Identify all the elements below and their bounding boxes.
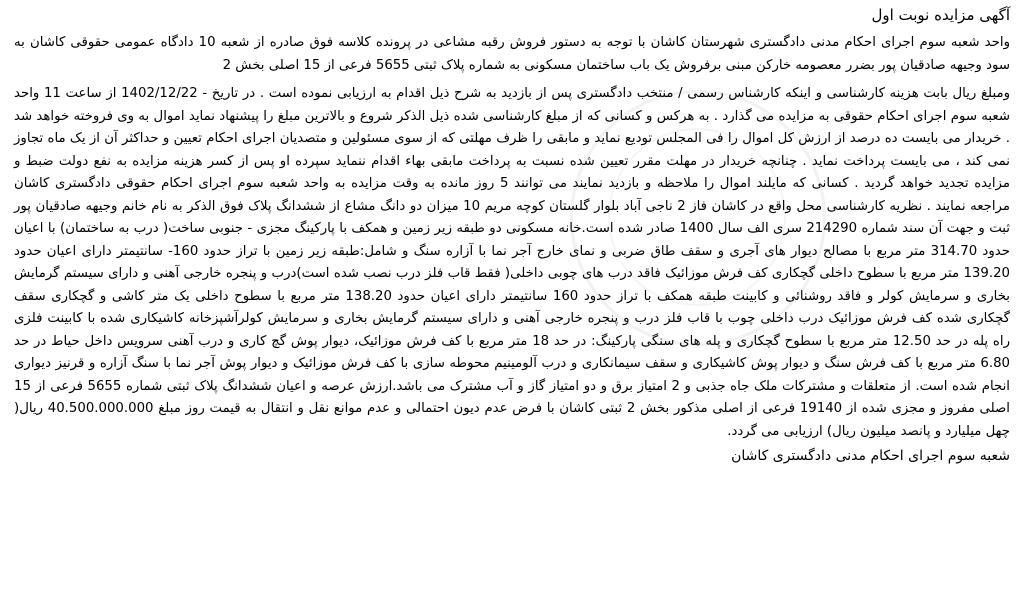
notice-paragraph-details: ومبلغ ریال بابت هزینه کارشناسی و اینکه کارشناس رسمی / منتخب دادگستری پس از بازدید به شرح ذیل اقدام به ارزیابی نموده است . در تاریخ - 1402/12/22 از ساعت 11 واحد شعبه سوم اجرای احکام حقوقی به مزایده می گذارد . به هرکس و کسانی که از مبلغ کارشناسی شده ذیل الذکر شروع و بالاترین مبلغ را پیشنهاد نماید اموال به وی فروخته خواهد شد . خریدار می بایست ده درصد از ارزش کل اموال را فی المجلس تودیع نماید و مابقی را ظرف مهلتی که از سوی مسئولین و متصدیان اجرای احکام تعیین و حداکثر آن از یک ماه تجاوز نمی کند ، می بایست پرداخت نماید . چنانچه خریدار در مهلت مقرر تعیین شده نسبت به پرداخت مابقی بهاء اقدام ننماید سپرده او پس از کسر هزینه مزایده به نفع دولت ضبط و مزایده تجدید خواهد گردید . کسانی که مایلند اموال را ملاحظه و بازدید نمایند می توانند 5 روز مانده به وقت مزایده به واحد شعبه سوم اجرای احکام حقوقی دادگستری کاشان مراجعه نمایند . نظریه کارشناسی محل واقع در کاشان فاز 2 ناجی آباد بلوار گلستان کوچه مریم 10 میزان دو دانگ مشاع از ششدانگ پلاک فوق الذکر به نام خانم وجیهه صادقیان پور ثبت و جهت آن سند شماره 214290 سری الف سال 1400 صادر شده است.خانه مسکونی دو طبقه زیر زمین و همکف با پارکینگ مجزی - جنوبی ساخت( درب به ساختمان) با اعیان حدود 314.70 متر مربع با مصالح دیوار های آجری و سقف طاق ضربی و نمای خارج آجر نما با آزاره سنگ و شامل:طبقه زیر زمین با تراز حدود 160- سانتیمتر دارای اعیان حدود 139.20 متر مربع با سطوح داخلی گچکاری کف فرش موزائیک فاقد درب های چوبی داخلی( فقط قاب فلز درب نصب شده است)درب و پنجره خارجی آهنی و دارای سیستم گرمایش بخاری و سرمایش کولر و فاقد روشنائی و کابینت طبقه همکف با تراز حدود 160 سانتیمتر دارای اعیان حدود 138.20 متر مربع با سطوح داخلی یک متر کاشی و گچکاری سقف گچکاری شده کف فرش موزائیک درب داخلی چوب با قاب فلز درب و پنجره خارجی آهنی و دارای سیستم گرمایش بخاری و سرمایش کولرآشپزخانه کاشیکاری شده با کابینت فلزی راه پله در حد 12.50 متر مربع با سطوح گچکاری و پله های سنگی پارکینگ: در حد 18 متر مربع با کف فرش موزائیک، دیوار پوش گچ کاری و درب آهنی سرویس داخل حیاط در حد 6.80 متر مربع با کف فرش سنگ و دیوار پوش کاشیکاری و سقف سیمانکاری و درب آلومینیم محوطه سازی با کف فرش موزائیک و دیوار پوش آجر نما با سنگ آزاره و قرنیز دیواری انجام شده است. از متعلقات و مشترکات ملک جاه جذبی و 2 امتیاز برق و دو امتیاز گاز و آب مشترک می باشد.ارزش عرصه و اعیان ششدانگ پلاک ثبتی شماره 5655 فرعی از 15 اصلی مفروز و مجزی شده از 19140 فرعی از اصلی مذکور بخش 2 ثبتی کاشان با فرض عدم دیون احتمالی و عدم موانع نقل و انتقال به قیمت روز مبلغ 40.500.000.000 ریال( چهل میلیارد و پانصد میلیون ریال) ارزیابی می گردد. — [14, 86, 1011, 439]
notice-title: آگهی مزایده نوبت اول — [871, 6, 1010, 24]
notice-paragraph-intro: واحد شعبه سوم اجرای احکام مدنی دادگستری شهرستان کاشان با توجه به دستور فروش رقبه مشاعی در پرونده کلاسه فوق صادره از شعبه 10 دادگاه عمومی حقوقی کاشان به سود وجیهه صادقیان پور بضرر معصومه خارکن مبنی برفروش یک باب ساختمان مسکونی به شماره پلاک ثبتی 5655 فرعی از 15 اصلی بخش 2 — [14, 35, 1010, 73]
notice-signature: شعبه سوم اجرای احکام مدنی دادگستری کاشان — [731, 448, 1010, 464]
